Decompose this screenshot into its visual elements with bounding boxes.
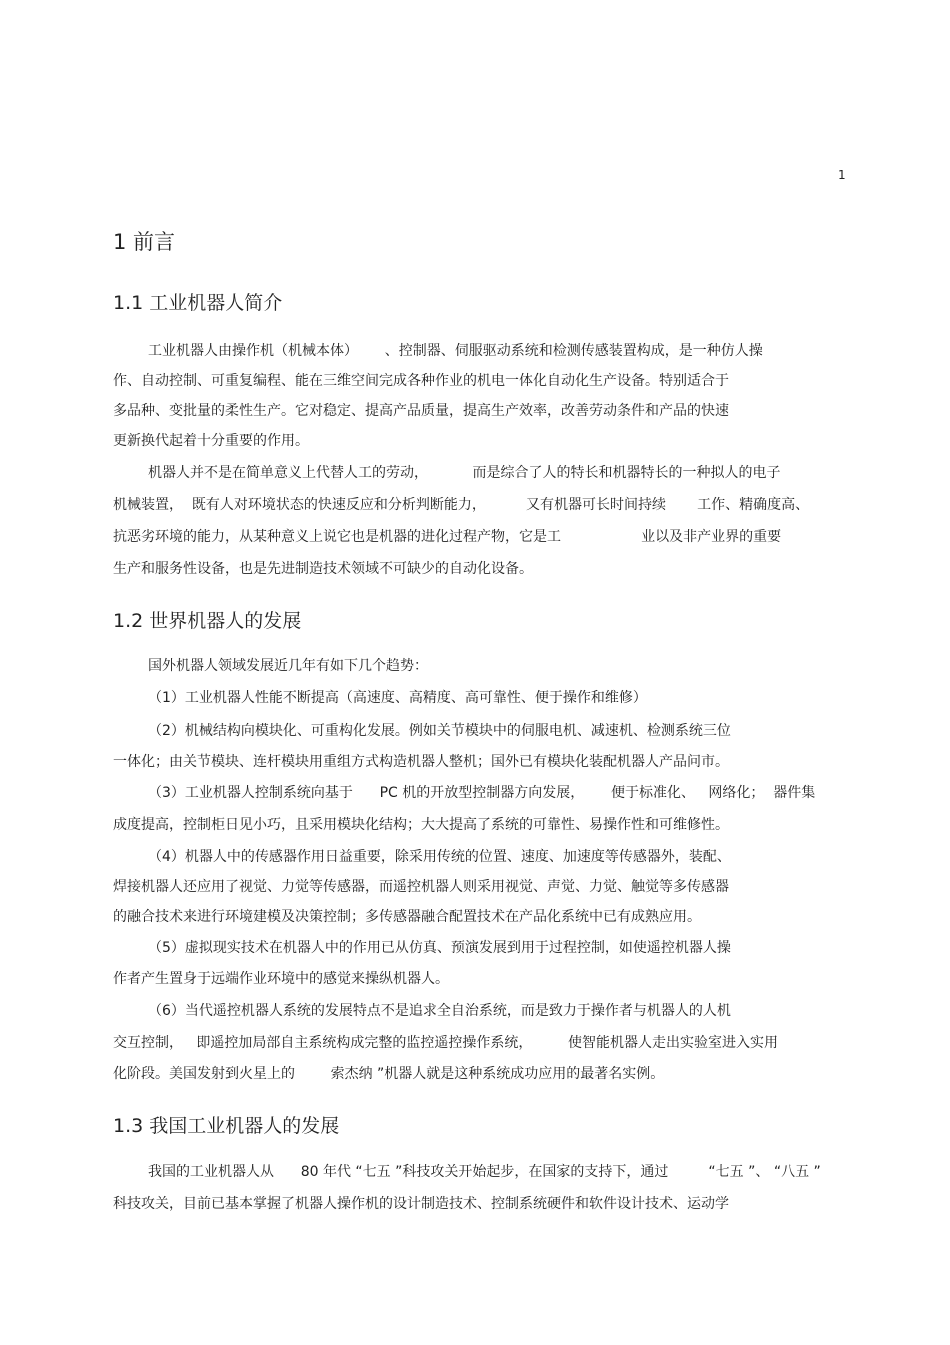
section-title-1-1: 1.1 工业机器人简介 bbox=[113, 292, 283, 314]
paragraph-line: 作者产生置身于远端作业环境中的感觉来操纵机器人。 bbox=[113, 971, 449, 987]
paragraph-line: 国外机器人领域发展近几年有如下几个趋势： bbox=[148, 658, 428, 674]
list-item: （4）机器人中的传感器作用日益重要，除采用传统的位置、速度、加速度等传感器外，装配、 bbox=[148, 849, 731, 865]
section-title-1-3: 1.3 我国工业机器人的发展 bbox=[113, 1115, 340, 1137]
chapter-title: 1 前言 bbox=[113, 230, 176, 254]
paragraph-line: 化阶段。美国发射到火星上的 索杰纳 ”机器人就是这种系统成功应用的最著名实例。 bbox=[113, 1066, 665, 1082]
paragraph-line: 交互控制， 即遥控加局部自主系统构成完整的监控遥控操作系统， 使智能机器人走出实验室进入实用 bbox=[113, 1035, 778, 1051]
paragraph-line: 更新换代起着十分重要的作用。 bbox=[113, 433, 309, 449]
paragraph-line: 成度提高，控制柜日见小巧，且采用模块化结构；大大提高了系统的可靠性、易操作性和可维修性。 bbox=[113, 817, 729, 833]
paragraph-line: 机械装置， 既有人对环境状态的快速反应和分析判断能力， 又有机器可长时间持续 工作、精确度高、 bbox=[113, 497, 810, 513]
list-item: （2）机械结构向模块化、可重构化发展。例如关节模块中的伺服电机、减速机、检测系统三位 bbox=[148, 723, 731, 739]
paragraph-line: 一体化；由关节模块、连杆模块用重组方式构造机器人整机；国外已有模块化装配机器人产品问市。 bbox=[113, 754, 729, 770]
paragraph-line: 多品种、变批量的柔性生产。它对稳定、提高产品质量，提高生产效率，改善劳动条件和产品的快速 bbox=[113, 403, 729, 419]
paragraph-line: 科技攻关，目前已基本掌握了机器人操作机的设计制造技术、控制系统硬件和软件设计技术、运动学 bbox=[113, 1196, 729, 1212]
page-number: 1 bbox=[838, 168, 846, 182]
paragraph-line: 焊接机器人还应用了视觉、力觉等传感器，而遥控机器人则采用视觉、声觉、力觉、触觉等多传感器 bbox=[113, 879, 729, 895]
paragraph-line: 的融合技术来进行环境建模及决策控制；多传感器融合配置技术在产品化系统中已有成熟应用。 bbox=[113, 909, 701, 925]
paragraph-line: 生产和服务性设备，也是先进制造技术领域不可缺少的自动化设备。 bbox=[113, 561, 533, 577]
paragraph-line: 机器人并不是在简单意义上代替人工的劳动， 而是综合了人的特长和机器特长的一种拟人的电子 bbox=[148, 465, 781, 481]
list-item: （6）当代遥控机器人系统的发展特点不是追求全自治系统，而是致力于操作者与机器人的人机 bbox=[148, 1003, 731, 1019]
list-item: （5）虚拟现实技术在机器人中的作用已从仿真、预演发展到用于过程控制，如使遥控机器人操 bbox=[148, 940, 731, 956]
paragraph-line: 抗恶劣环境的能力，从某种意义上说它也是机器的进化过程产物，它是工 业以及非产业界的重要 bbox=[113, 529, 782, 545]
paragraph-line: 工业机器人由操作机（机械本体） 、控制器、伺服驱动系统和检测传感装置构成，是一种仿人操 bbox=[148, 343, 763, 359]
paragraph-line: 我国的工业机器人从 80 年代 “七五 ”科技攻关开始起步，在国家的支持下，通过 “七五 ”、 “八五 ” bbox=[148, 1164, 821, 1180]
section-title-1-2: 1.2 世界机器人的发展 bbox=[113, 610, 302, 632]
list-item: （1）工业机器人性能不断提高（高速度、高精度、高可靠性、便于操作和维修） bbox=[148, 690, 647, 706]
list-item: （3）工业机器人控制系统向基于 PC 机的开放型控制器方向发展， 便于标准化、 网络化； 器件集 bbox=[148, 785, 816, 801]
paragraph-line: 作、自动控制、可重复编程、能在三维空间完成各种作业的机电一体化自动化生产设备。特别适合于 bbox=[113, 373, 729, 389]
